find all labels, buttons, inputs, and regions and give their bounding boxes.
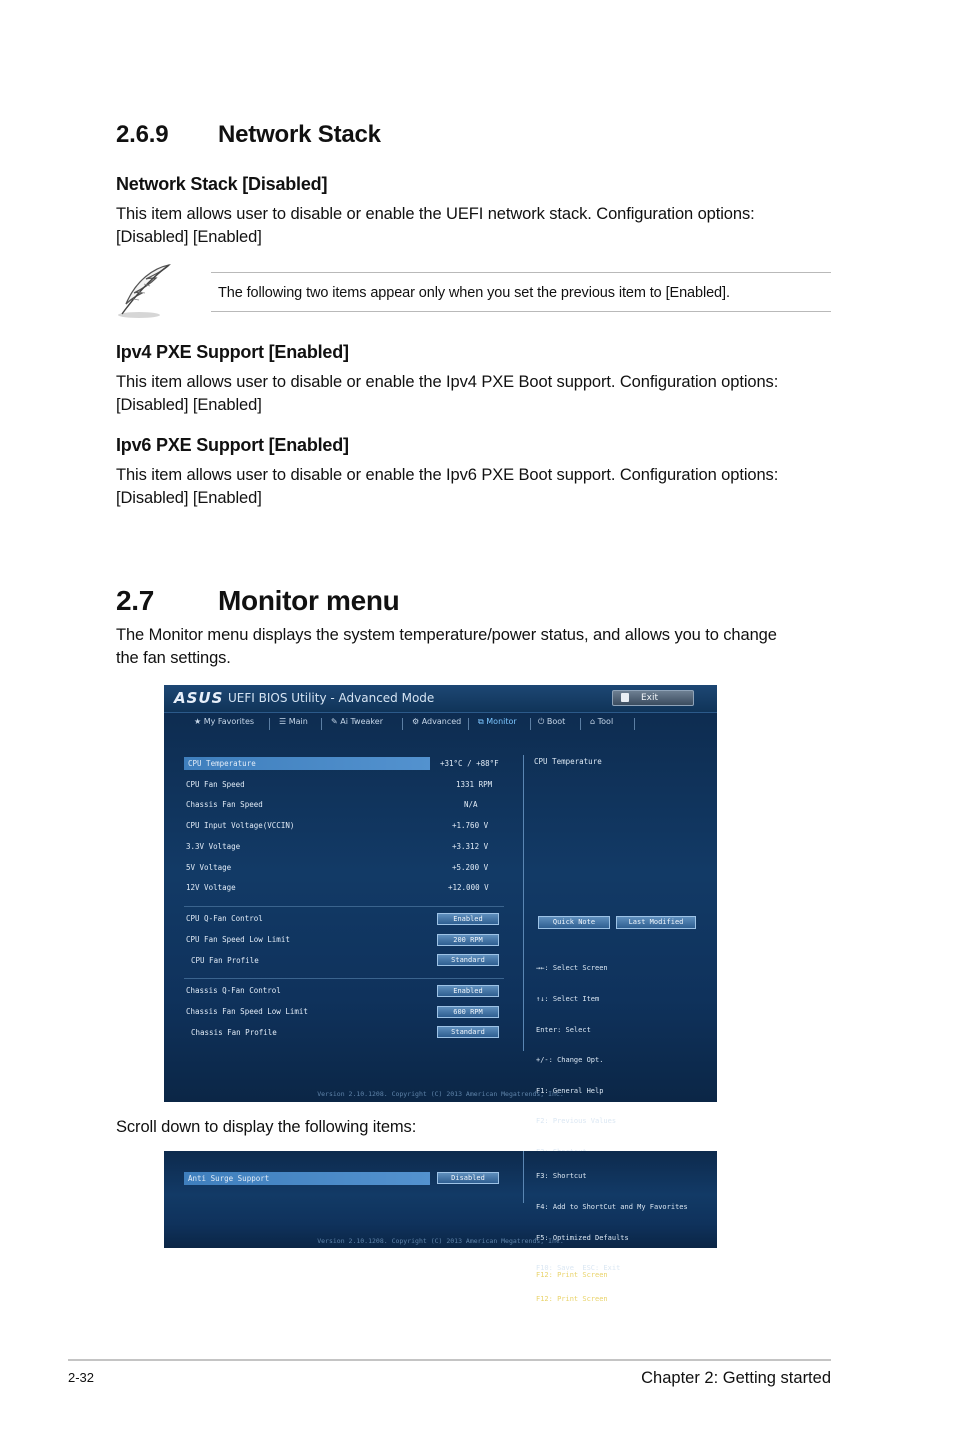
bios-value: +12.000 V [448, 883, 489, 892]
item-body-ipv4-pxe: This item allows user to disable or enable the Ipv4 PXE Boot support. Configuration options: [Disabled] [Enabled] [116, 373, 779, 414]
section-number: 2.6.9 [116, 121, 169, 148]
bios-help-keys: F3: Shortcut F4: Add to ShortCut and My Favorites F5: Optimized Defaults F10: Save ESC: Exit F12: Print Screen [536, 1172, 688, 1303]
section-title: Monitor menu [218, 585, 400, 616]
bios-row-cpu-temperature[interactable]: CPU Temperature [184, 757, 430, 770]
bios-divider [184, 978, 504, 979]
note-rule-top [211, 272, 831, 273]
bios-value: +31°C / +88°F [440, 759, 499, 768]
bios-value: +5.200 V [452, 863, 489, 872]
bios-value: +1.760 V [452, 821, 489, 830]
bios-scrollbar[interactable] [523, 1151, 524, 1203]
bios-help-keys: →←: Select Screen ↑↓: Select Item Enter: Select +/-: Change Opt. F1: General Help F2: Previous Values F12: Print Screen [536, 964, 617, 1279]
tab-separator [580, 718, 581, 730]
bios-divider [184, 906, 504, 907]
bios-hint-title: CPU Temperature [534, 757, 602, 766]
bios-row-chassis-fan-low-limit[interactable]: Chassis Fan Speed Low Limit [186, 1007, 308, 1016]
chapter-label: Chapter 2: Getting started [641, 1369, 831, 1387]
section-intro: The Monitor menu displays the system temperature/power status, and allows you to change the fan settings. [116, 626, 777, 667]
bios-row-chassis-fan-speed[interactable]: Chassis Fan Speed [186, 800, 263, 809]
tab-separator [530, 718, 531, 730]
bios-title-bar [164, 685, 717, 713]
bios-option-button[interactable]: Enabled [437, 913, 499, 925]
page-number: 2-32 [68, 1370, 95, 1385]
bios-value: N/A [464, 800, 478, 809]
bios-value: +3.312 V [452, 842, 489, 851]
tab-separator [269, 718, 270, 730]
last-modified-button[interactable]: Last Modified [616, 916, 696, 929]
bios-option-button[interactable]: Standard [437, 1026, 499, 1038]
exit-icon [621, 693, 629, 702]
note-rule-bottom [211, 311, 831, 312]
tab-advanced[interactable]: ⚙ Advanced [412, 717, 462, 726]
tab-boot[interactable]: ⏻ Boot [538, 717, 566, 726]
item-heading-ipv4-pxe: Ipv4 PXE Support [Enabled] [116, 342, 349, 362]
note-text: The following two items appear only when you set the previous item to [Enabled]. [218, 285, 730, 301]
quick-note-button[interactable]: Quick Note [538, 916, 610, 929]
bios-option-button[interactable]: 200 RPM [437, 934, 499, 946]
item-heading-ipv6-pxe: Ipv6 PXE Support [Enabled] [116, 435, 349, 455]
footer-rule [68, 1359, 831, 1361]
bios-value: 1331 RPM [456, 780, 493, 789]
item-heading-network-stack: Network Stack [Disabled] [116, 174, 328, 194]
bios-footer: Version 2.10.1208. Copyright (C) 2013 American Megatrends, Inc. [317, 1090, 564, 1098]
bios-row-chassis-fan-profile[interactable]: Chassis Fan Profile [191, 1028, 277, 1037]
bios-option-button[interactable]: 600 RPM [437, 1006, 499, 1018]
section-title: Network Stack [218, 121, 381, 148]
bios-tab-bar [164, 715, 717, 735]
tab-separator [634, 718, 635, 730]
bios-option-button[interactable]: Standard [437, 954, 499, 966]
bios-scrollbar[interactable] [523, 755, 524, 1051]
scroll-caption: Scroll down to display the following items: [116, 1118, 417, 1136]
tab-tool[interactable]: ⌂ Tool [590, 717, 614, 726]
bios-row-chassis-qfan-control[interactable]: Chassis Q-Fan Control [186, 986, 281, 995]
bios-row-12v-voltage[interactable]: 12V Voltage [186, 883, 236, 892]
bios-row-cpu-fan-profile[interactable]: CPU Fan Profile [191, 956, 259, 965]
tab-separator [321, 718, 322, 730]
tab-separator [402, 718, 403, 730]
asus-logo: ASUS [174, 689, 224, 707]
feather-quill-icon [114, 262, 174, 320]
bios-row-3v3-voltage[interactable]: 3.3V Voltage [186, 842, 241, 851]
bios-option-button[interactable]: Enabled [437, 985, 499, 997]
section-heading-2-7 [116, 585, 716, 619]
tab-monitor[interactable]: ⧉ Monitor [478, 717, 517, 726]
bios-footer: Version 2.10.1208. Copyright (C) 2013 American Megatrends, Inc. [317, 1237, 564, 1245]
section-heading-2-6-9 [116, 121, 716, 151]
bios-row-anti-surge-support[interactable]: Anti Surge Support [184, 1172, 430, 1185]
bios-row-cpu-qfan-control[interactable]: CPU Q-Fan Control [186, 914, 263, 923]
section-number: 2.7 [116, 585, 155, 616]
tab-my-favorites[interactable]: ★ My Favorites [194, 717, 255, 726]
bios-screenshot-scrolled [164, 1151, 717, 1303]
tab-separator [468, 718, 469, 730]
tab-main[interactable]: ☰ Main [279, 717, 308, 726]
item-body-network-stack: This item allows user to disable or enable the UEFI network stack. Configuration options: [Disabled] [Enabled] [116, 205, 755, 246]
bios-row-cpu-input-voltage[interactable]: CPU Input Voltage(VCCIN) [186, 821, 295, 830]
item-body-ipv6-pxe: This item allows user to disable or enable the Ipv6 PXE Boot support. Configuration options: [Disabled] [Enabled] [116, 466, 779, 507]
bios-row-5v-voltage[interactable]: 5V Voltage [186, 863, 232, 872]
bios-row-cpu-fan-low-limit[interactable]: CPU Fan Speed Low Limit [186, 935, 290, 944]
exit-button[interactable]: Exit [612, 690, 694, 706]
bios-row-cpu-fan-speed[interactable]: CPU Fan Speed [186, 780, 245, 789]
bios-option-button[interactable]: Disabled [437, 1172, 499, 1184]
tab-ai-tweaker[interactable]: ✎ Ai Tweaker [331, 717, 383, 726]
bios-title: UEFI BIOS Utility - Advanced Mode [228, 691, 435, 705]
